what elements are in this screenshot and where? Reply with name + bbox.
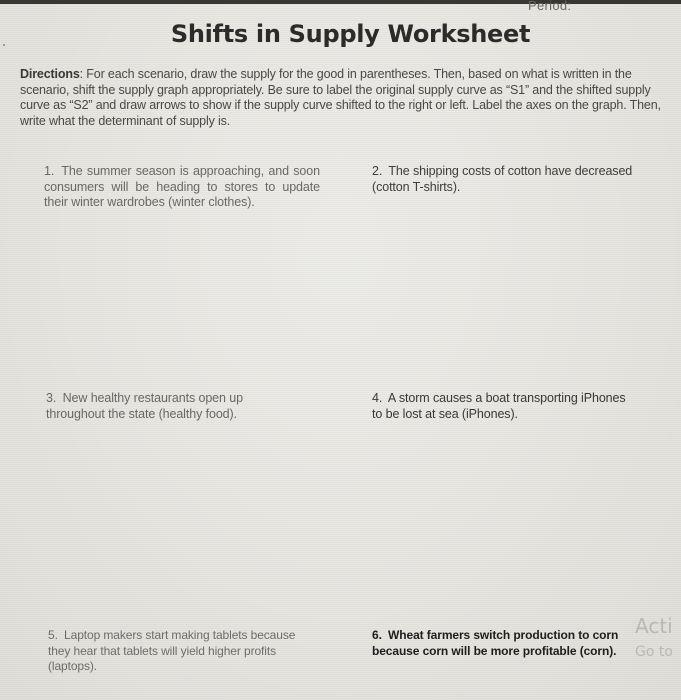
scenario-number: 4.	[372, 391, 383, 405]
activation-watermark-title: Acti	[635, 614, 673, 638]
scenario-text: New healthy restaurants open up throughout the state (healthy food).	[46, 391, 243, 421]
scenario-number: 1.	[44, 164, 55, 178]
scenario-text: Laptop makers start making tablets because they hear that tablets will yield higher profits (laptops).	[48, 628, 296, 673]
scenario-5	[48, 628, 304, 675]
scenario-6	[372, 628, 630, 659]
period-label: Period:	[528, 0, 572, 13]
scenario-number: 6.	[372, 628, 382, 642]
page-title: Shifts in Supply Worksheet	[170, 20, 531, 48]
scenario-2	[372, 164, 634, 195]
scenario-number: 3.	[46, 391, 57, 405]
activation-watermark-subtitle: Go to	[635, 644, 673, 660]
directions-text: : For each scenario, draw the supply for the good in parentheses. Then, based on what is written in the scenario, shift the supply graph appropriately. Be sure to label the original supply curve as “S1” and the shifted supply curve as “S2” and draw arrows to show if the supply curve shifted to the right or left. Label the axes on the graph. Then, write what the determinant of supply is.	[20, 67, 661, 128]
scenario-text: A storm causes a boat transporting iPhones to be lost at sea (iPhones).	[372, 391, 626, 421]
scenario-1	[44, 164, 320, 211]
scenario-text: Wheat farmers switch production to corn because corn will be more profitable (corn).	[372, 628, 619, 658]
directions-paragraph	[20, 67, 672, 129]
scenario-4	[372, 391, 632, 422]
scenario-3	[46, 391, 302, 422]
scenario-number: 2.	[372, 164, 383, 178]
directions-lead: Directions	[20, 67, 80, 81]
scenario-text: The shipping costs of cotton have decreased (cotton T-shirts).	[372, 164, 633, 194]
scenario-text: The summer season is approaching, and soon consumers will be heading to stores to update their winter wardrobes (winter clothes).	[44, 164, 320, 209]
scenario-number: 5.	[48, 628, 58, 642]
